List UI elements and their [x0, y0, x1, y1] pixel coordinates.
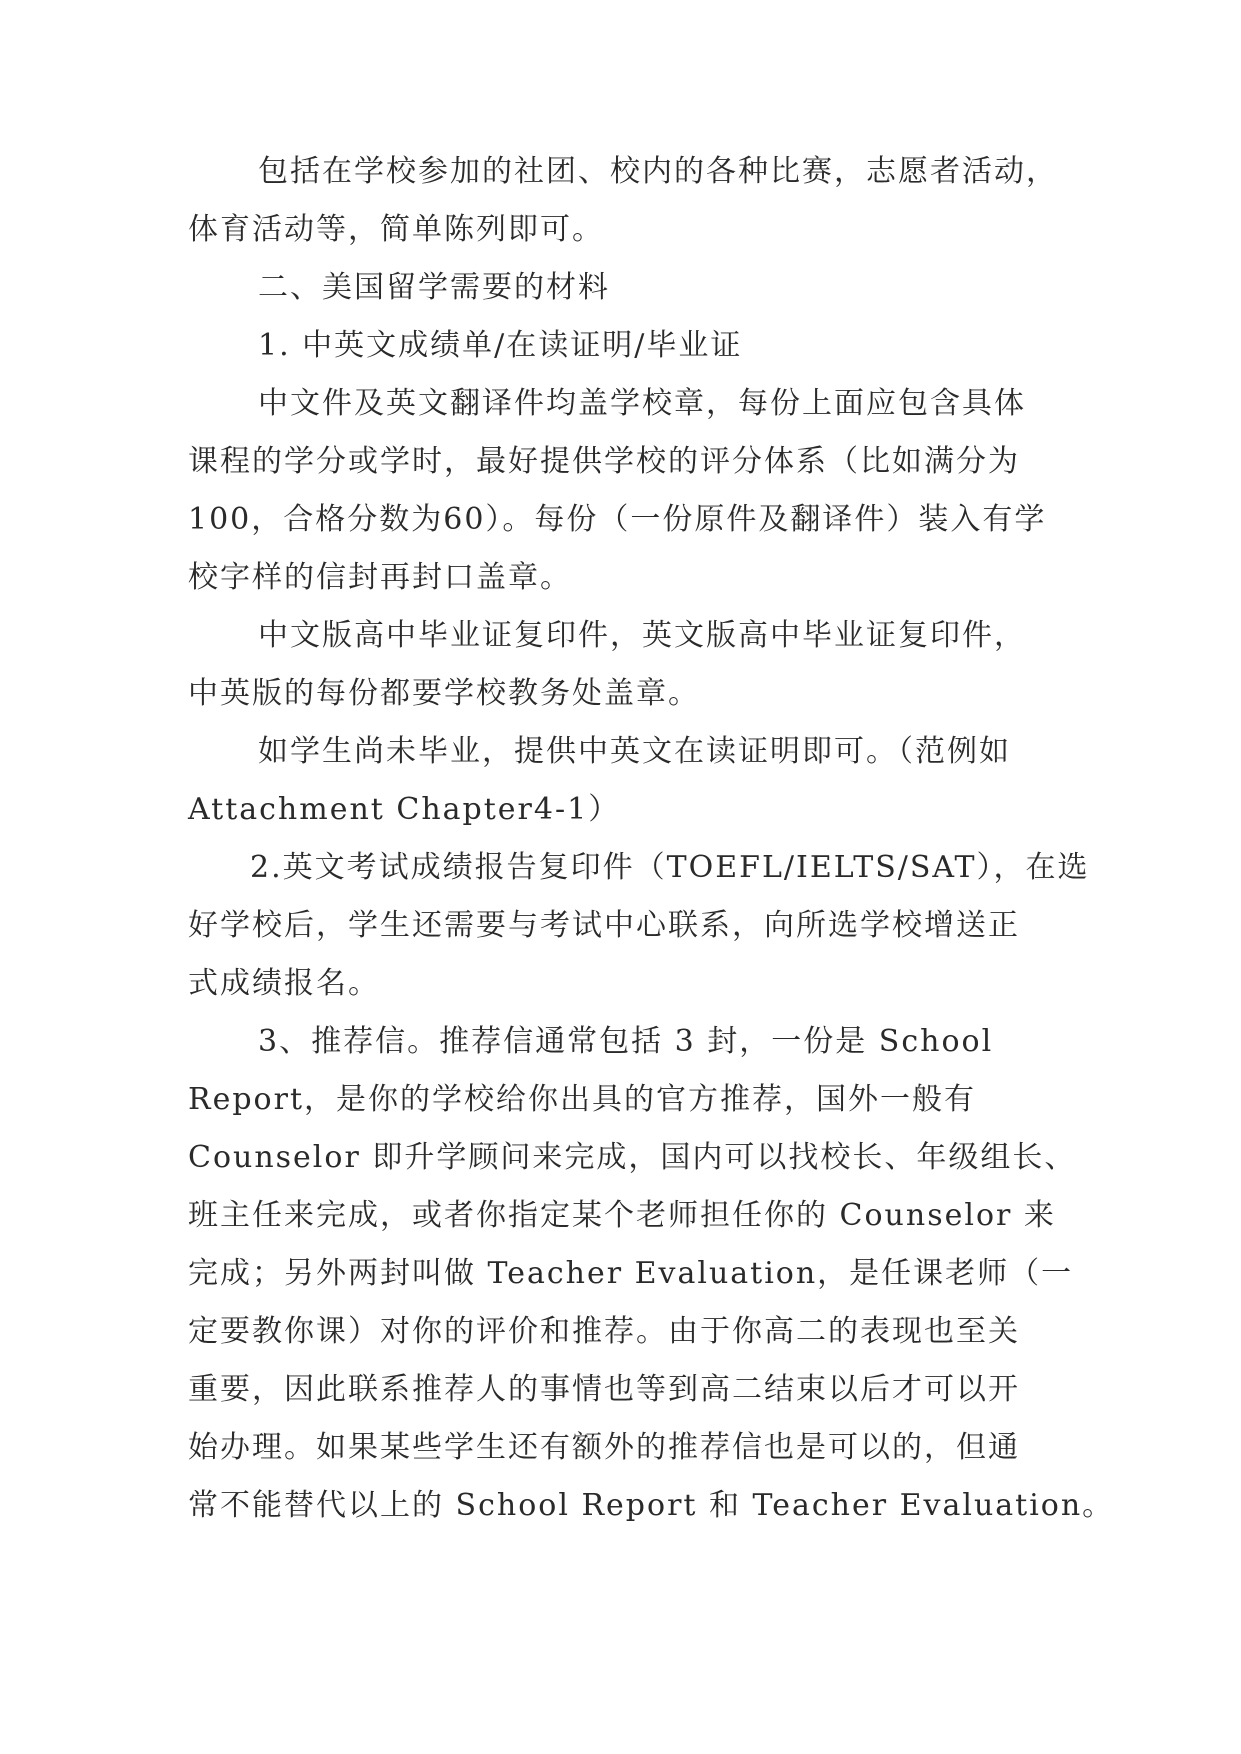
text-line-15: 式成绩报名。: [188, 966, 380, 1001]
text-line-20: 完成；另外两封叫做 Teacher Evaluation，是任课老师（一: [188, 1256, 1074, 1291]
text-line-19: 班主任来完成，或者你指定某个老师担任你的 Counselor 来: [188, 1198, 1056, 1233]
text-line-14: 好学校后，学生还需要与考试中心联系，向所选学校增送正: [188, 908, 1020, 943]
text-line-2: 体育活动等，简单陈列即可。: [188, 212, 604, 247]
text-line-10: 中英版的每份都要学校教务处盖章。: [188, 676, 700, 711]
text-line-9: 中文版高中毕业证复印件，英文版高中毕业证复印件，: [258, 618, 1026, 653]
text-line-8: 校字样的信封再封口盖章。: [188, 560, 572, 595]
text-line-6: 课程的学分或学时，最好提供学校的评分体系（比如满分为: [188, 444, 1020, 479]
item-heading-3: 3、推荐信。推荐信通常包括 3 封，一份是 School: [258, 1024, 994, 1059]
text-line-5: 中文件及英文翻译件均盖学校章，每份上面应包含具体: [258, 386, 1026, 421]
text-line-11: 如学生尚未毕业，提供中英文在读证明即可。（范例如: [258, 734, 1011, 769]
text-line-18: Counselor 即升学顾问来完成，国内可以找校长、年级组长、: [188, 1140, 1077, 1175]
text-line-17: Report，是你的学校给你出具的官方推荐，国外一般有: [188, 1082, 977, 1117]
section-heading: 二、美国留学需要的材料: [258, 270, 610, 305]
text-line-23: 始办理。如果某些学生还有额外的推荐信也是可以的，但通: [188, 1430, 1020, 1465]
text-line-12: Attachment Chapter4-1）: [188, 792, 621, 827]
text-line-22: 重要，因此联系推荐人的事情也等到高二结束以后才可以开: [188, 1372, 1020, 1407]
text-line-1: 包括在学校参加的社团、校内的各种比赛，志愿者活动，: [258, 154, 1058, 189]
text-line-7: 100，合格分数为60）。每份（一份原件及翻译件）装入有学: [188, 502, 1047, 537]
text-line-21: 定要教你课）对你的评价和推荐。由于你高二的表现也至关: [188, 1314, 1020, 1349]
text-line-24: 常不能替代以上的 School Report 和 Teacher Evaluation。: [188, 1488, 1115, 1523]
item-heading-2: 2.英文考试成绩报告复印件（TOEFL/IELTS/SAT），在选: [250, 850, 1090, 885]
item-heading-1: 1. 中英文成绩单/在读证明/毕业证: [258, 328, 743, 363]
